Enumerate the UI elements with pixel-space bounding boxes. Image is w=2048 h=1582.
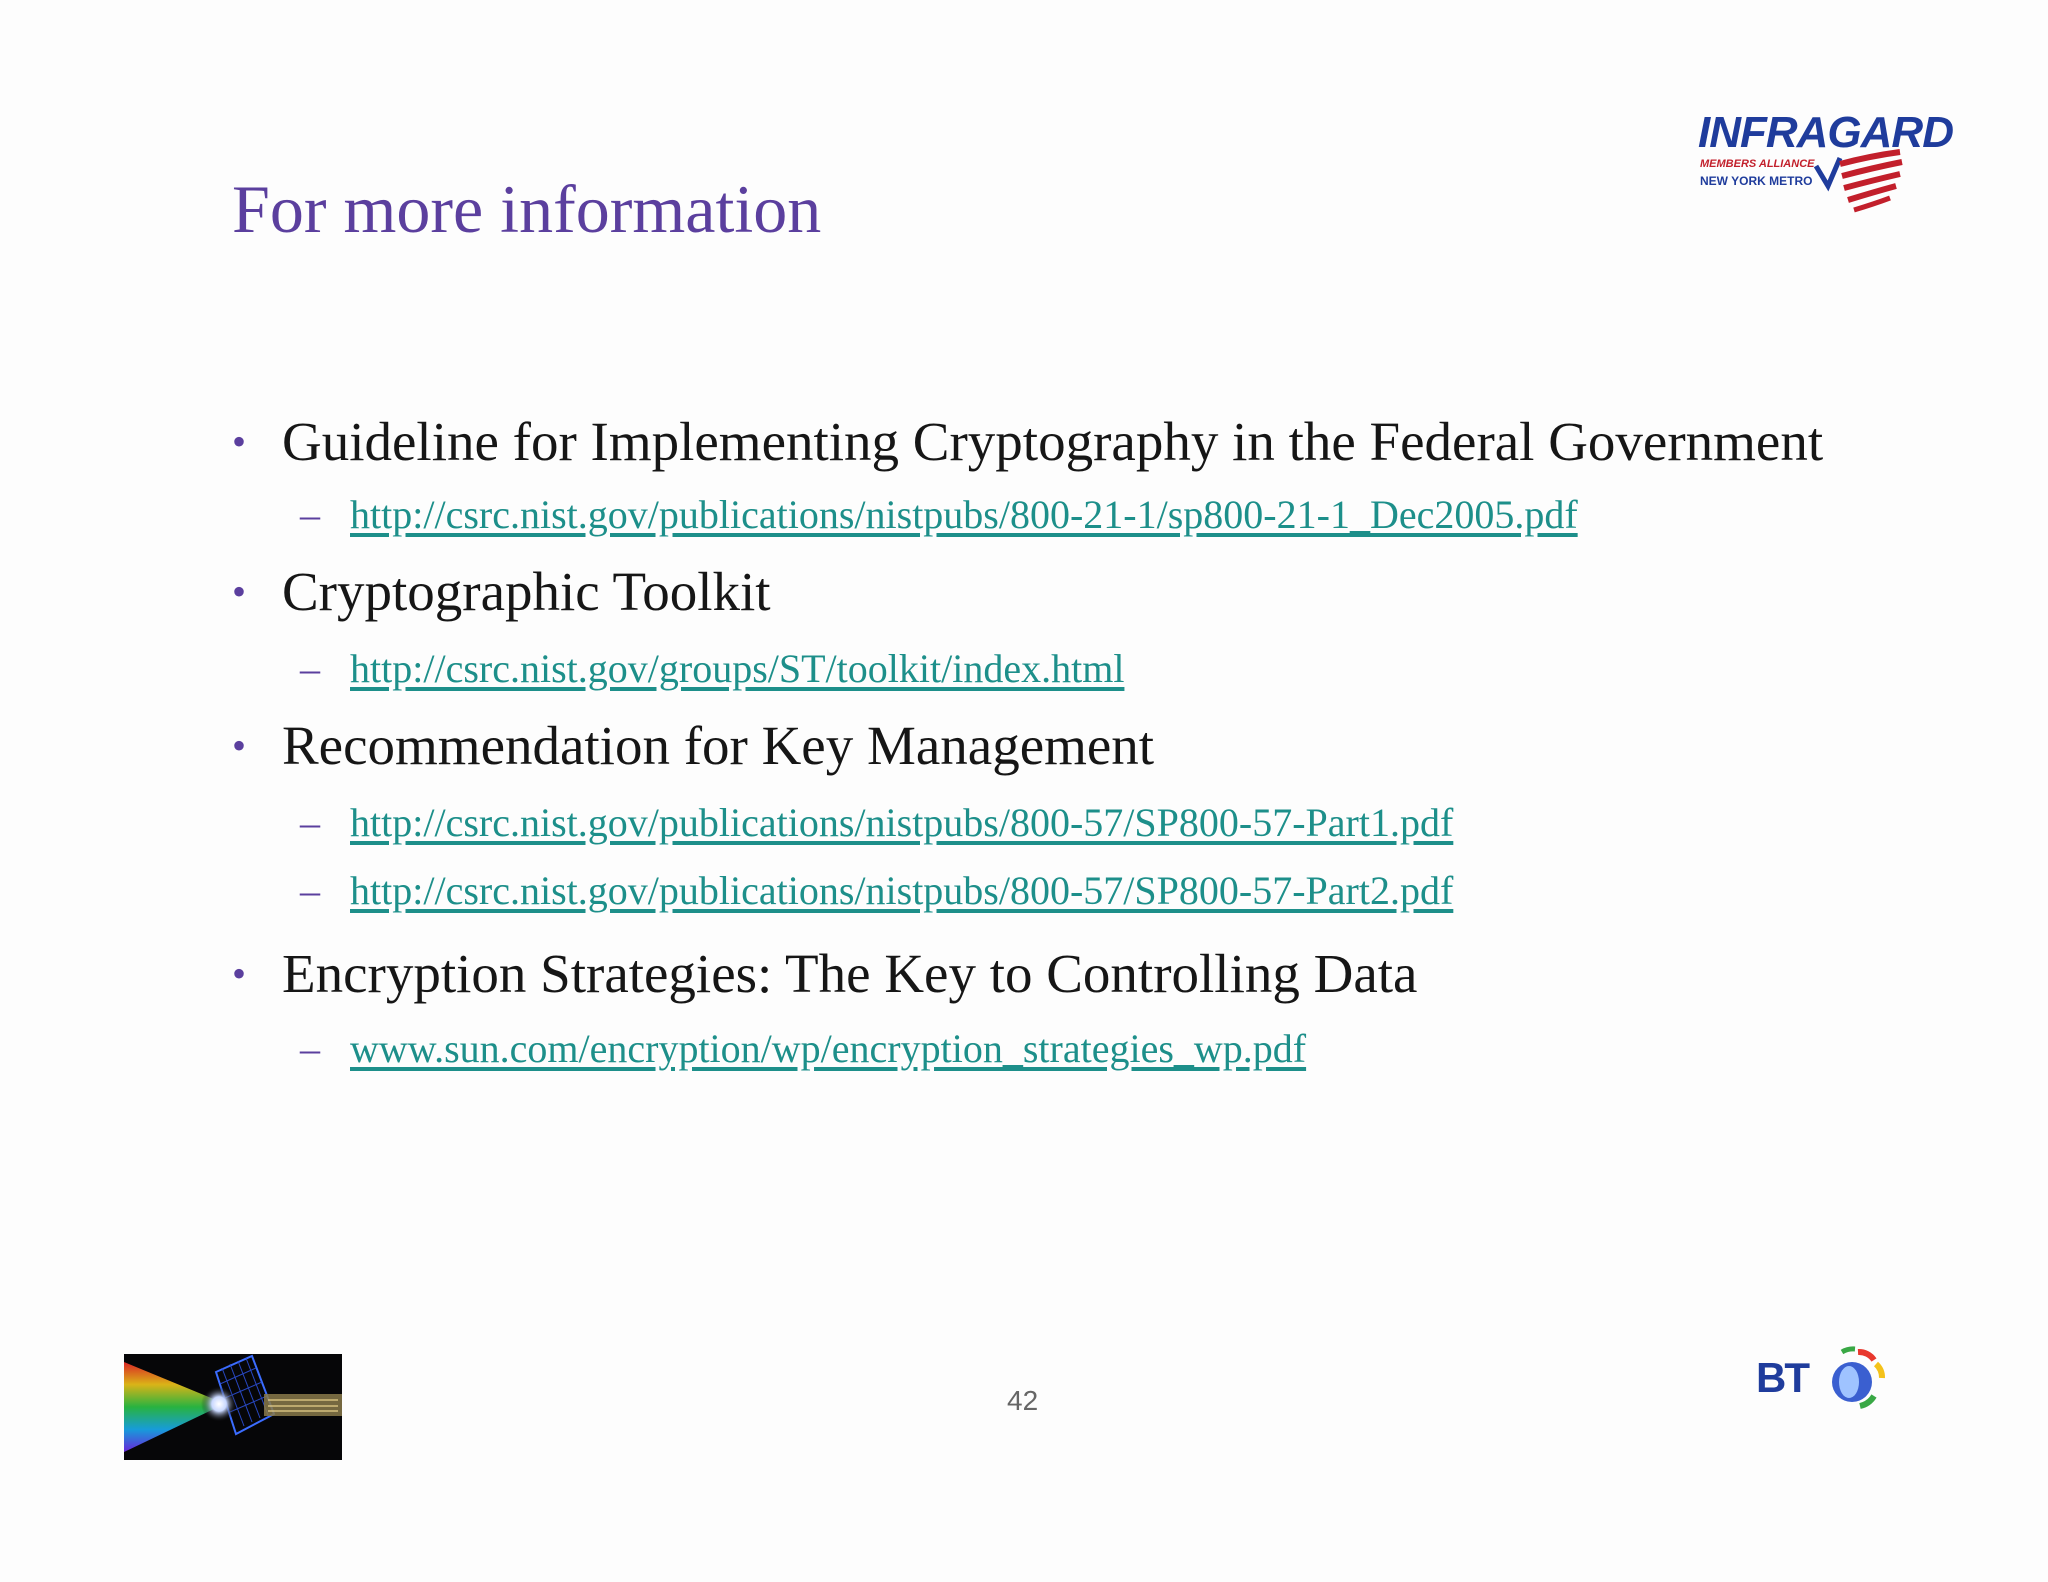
bullet-dot-icon: • xyxy=(232,723,247,768)
bt-logo xyxy=(1756,1344,1888,1414)
sub-item xyxy=(232,789,1932,857)
laser-prism-icon xyxy=(124,1354,342,1460)
bullet-list xyxy=(232,405,1932,1083)
infragard-logo xyxy=(1690,108,1953,228)
bullet-text: Guideline for Implementing Cryptography in the Federal Government xyxy=(282,411,1824,472)
link-sun-encryption[interactable]: www.sun.com/encryption/wp/encryption_strategies_wp.pdf xyxy=(350,1026,1307,1071)
bullet-dot-icon: • xyxy=(232,569,247,614)
bullet-item xyxy=(232,709,1932,783)
infragard-logo-line1: MEMBERS ALLIANCE xyxy=(1700,158,1815,170)
bullet-item xyxy=(232,405,1932,479)
dash-icon: – xyxy=(300,1026,320,1071)
bullet-item xyxy=(232,937,1932,1011)
bt-logo-text: BT xyxy=(1756,1354,1808,1401)
sub-item xyxy=(232,635,1932,703)
dash-icon: – xyxy=(300,800,320,845)
bullet-text: Encryption Strategies: The Key to Controlling Data xyxy=(282,943,1418,1004)
sub-item xyxy=(232,857,1932,925)
dash-icon: – xyxy=(300,868,320,913)
bullet-dot-icon: • xyxy=(232,951,247,996)
dash-icon: – xyxy=(300,646,320,691)
bt-piper-icon xyxy=(1822,1346,1888,1412)
sub-item xyxy=(232,481,1932,549)
link-nist-toolkit[interactable]: http://csrc.nist.gov/groups/ST/toolkit/index.html xyxy=(350,646,1125,691)
bullet-text: Cryptographic Toolkit xyxy=(282,561,771,622)
link-nist-sp800-57-part1[interactable]: http://csrc.nist.gov/publications/nistpubs/800-57/SP800-57-Part1.pdf xyxy=(350,800,1454,845)
sub-item xyxy=(232,1015,1932,1083)
laser-prism-image xyxy=(124,1354,342,1460)
bullet-dot-icon: • xyxy=(232,419,247,464)
link-nist-sp800-57-part2[interactable]: http://csrc.nist.gov/publications/nistpubs/800-57/SP800-57-Part2.pdf xyxy=(350,868,1454,913)
flag-swoosh-icon xyxy=(1810,146,1910,226)
bullet-text: Recommendation for Key Management xyxy=(282,715,1155,776)
dash-icon: – xyxy=(300,492,320,537)
infragard-logo-line2: NEW YORK METRO xyxy=(1700,174,1813,188)
page-number: 42 xyxy=(1007,1385,1039,1416)
slide-title: For more information xyxy=(232,171,822,247)
infragard-logo-text: INFRAGARD xyxy=(1698,108,1953,157)
link-nist-sp800-21[interactable]: http://csrc.nist.gov/publications/nistpubs/800-21-1/sp800-21-1_Dec2005.pdf xyxy=(350,492,1578,537)
bullet-item xyxy=(232,555,1932,629)
